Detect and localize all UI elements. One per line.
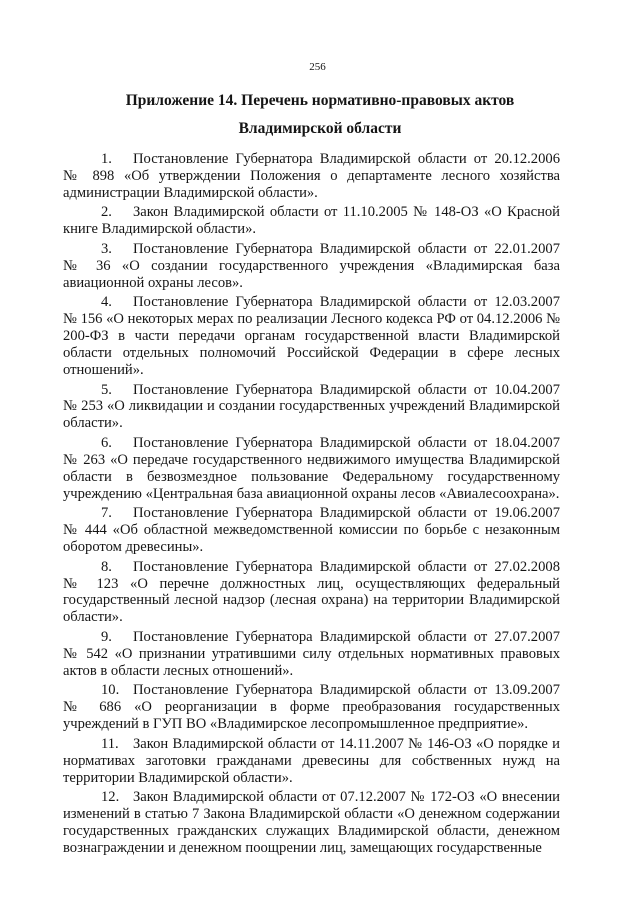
list-item (63, 294, 560, 379)
list-item-text: Постановление Губернатора Владимирской области от 19.06.2007 № 444 «Об областной межведомственной комиссии по борьбе с незаконным оборотом древесины». (63, 505, 560, 556)
list-item-text: Постановление Губернатора Владимирской области от 18.04.2007 № 263 «О передаче государственного недвижимого имущества Владимирской области в безвозмездное пользование Федеральному государственному учреждению «Центральная база авиационной охраны лесов «Авиалесоохрана». (63, 434, 560, 502)
list-item (63, 241, 560, 292)
list-item-text: Постановление Губернатора Владимирской области от 27.02.2008 № 123 «О перечне должностных лиц, осуществляющих федеральный государственный лесной надзор (лесная охрана) на территории Владимирской области». (63, 558, 560, 626)
list-item-number: 4. (101, 294, 112, 311)
document-title: Приложение 14. Перечень нормативно-правовых актов (125, 92, 515, 109)
list-item (63, 382, 560, 433)
list-item (63, 629, 560, 680)
list-item (63, 682, 560, 733)
list-item (63, 736, 560, 787)
page-number: 256 (309, 61, 326, 73)
list-item-number: 11. (101, 735, 119, 752)
list-item-text: Постановление Губернатора Владимирской области от 10.04.2007 № 253 «О ликвидации и создании государственных учреждений Владимирской области». (63, 381, 560, 432)
list-item (63, 204, 560, 238)
list-item-text: Постановление Губернатора Владимирской области от 20.12.2006 № 898 «Об утверждении Положения о департаменте лесного хозяйства администрации Владимирской области». (63, 151, 560, 201)
list-item-text: Постановление Губернатора Владимирской области от 22.01.2007 № 36 «О создании государственного учреждения «Владимирская база авиационной охраны лесов». (63, 240, 560, 291)
list-item-number: 3. (101, 240, 112, 257)
list-item (63, 435, 560, 503)
list-item-number: 2. (101, 204, 112, 221)
list-item (63, 789, 560, 857)
document-subtitle: Владимирской области (238, 120, 402, 137)
list-item-text: Постановление Губернатора Владимирской области от 13.09.2007 № 686 «О реорганизации в форме преобразования государственных учреждений в ГУП ВО «Владимирское лесопромышленное предприятие». (63, 682, 560, 733)
list-item (63, 505, 560, 556)
list-item-text: Постановление Губернатора Владимирской области от 12.03.2007 № 156 «О некоторых мерах по реализации Лесного кодекса РФ от 04.12.2006 № 200-ФЗ в части передачи органам государственной власти Владимирской области отдельных полномочий Российской Федерации в сфере лесных отношений». (63, 294, 560, 378)
list-item-number: 7. (101, 505, 112, 522)
list-item-number: 1. (101, 151, 112, 167)
list-item-number: 5. (101, 381, 112, 398)
list-item-number: 9. (101, 628, 112, 645)
list-item (63, 151, 560, 202)
list-item-number: 10. (101, 682, 120, 699)
list-item-text: Закон Владимирской области от 07.12.2007 № 172-ОЗ «О внесении изменений в статью 7 Закона Владимирской области «О денежном содержании государственных гражданских служащих Владимирской области, денежном вознаграждении и денежном поощрении лиц, замещающих государственные (63, 789, 560, 856)
list-item-text: Закон Владимирской области от 11.10.2005 № 148-ОЗ «О Красной книге Владимирской области». (63, 204, 560, 238)
list-item-number: 8. (101, 558, 112, 575)
list-item-text: Постановление Губернатора Владимирской области от 27.07.2007 № 542 «О признании утратившими силу отдельных нормативных правовых актов в области лесных отношений». (63, 628, 560, 679)
regulation-list (63, 151, 560, 860)
list-item-text: Закон Владимирской области от 14.11.2007 № 146-ОЗ «О порядке и нормативах заготовки гражданами древесины для собственных нужд на территории Владимирской области». (63, 735, 560, 786)
list-item (63, 559, 560, 627)
list-item-number: 6. (101, 434, 112, 451)
list-item-number: 12. (101, 789, 120, 806)
